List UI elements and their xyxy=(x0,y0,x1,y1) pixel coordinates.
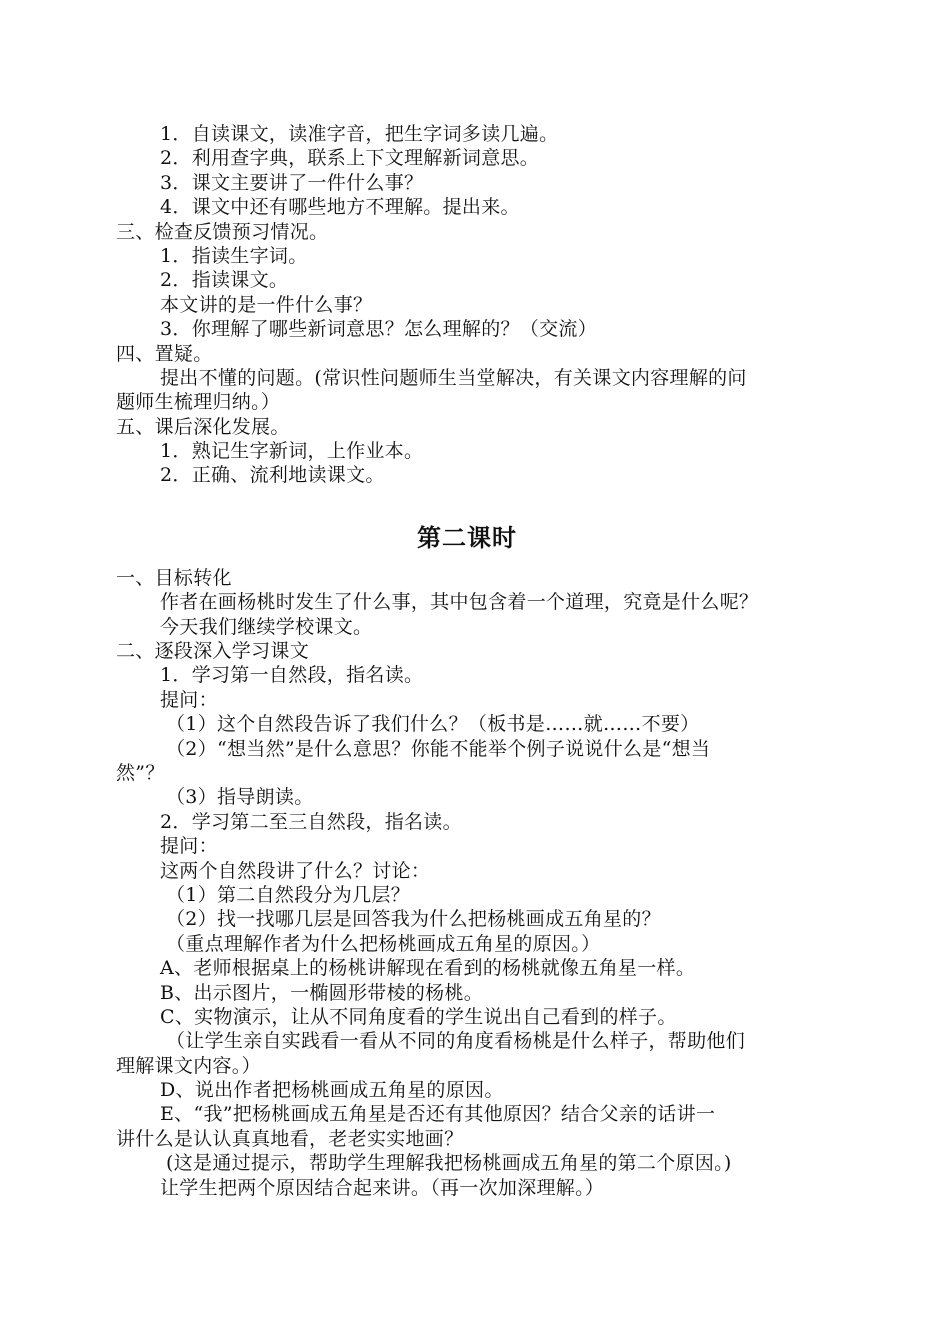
text-line: （3）指导朗读。 xyxy=(166,786,314,809)
section-heading-line: 一、目标转化 xyxy=(116,566,232,589)
section-heading-line: 二、逐段深入学习课文 xyxy=(116,640,310,663)
text-line: 然”？ xyxy=(116,761,165,784)
text-line: 3．你理解了哪些新词意思？怎么理解的？（交流） xyxy=(160,318,597,341)
text-line: （2）找一找哪几层是回答我为什么把杨桃画成五角星的？ xyxy=(166,908,661,931)
text-line: 1．学习第一自然段，指名读。 xyxy=(160,664,424,687)
text-line: 2．学习第二至三自然段，指名读。 xyxy=(160,810,462,833)
document-body xyxy=(116,122,826,1200)
text-line: 1．指读生字词。 xyxy=(160,244,308,267)
text-line: C、实物演示，让从不同角度看的学生说出自己看到的样子。 xyxy=(160,1005,677,1028)
section-heading-line: 五、课后深化发展。 xyxy=(116,415,290,438)
text-line: A、老师根据桌上的杨桃讲解现在看到的杨桃就像五角星一样。 xyxy=(160,957,696,980)
text-line: 2．正确、流利地读课文。 xyxy=(160,464,385,487)
text-line: B、出示图片，一椭圆形带棱的杨桃。 xyxy=(160,981,484,1004)
text-line: 2．利用查字典，联系上下文理解新词意思。 xyxy=(160,147,540,170)
text-line: (这是通过提示，帮助学生理解我把杨桃画成五角星的第二个原因。) xyxy=(166,1152,732,1175)
section-title: 第二课时 xyxy=(417,523,517,552)
text-line: （1）这个自然段告诉了我们什么？（板书是……就……不要） xyxy=(166,713,700,736)
text-line: 题师生梳理归纳。） xyxy=(116,391,281,414)
text-line: 讲什么是认认真真地看，老老实实地画？ xyxy=(116,1127,464,1150)
text-line: 1．自读课文，读准字音，把生字词多读几遍。 xyxy=(160,123,559,145)
text-line: 提出不懂的问题。(常识性问题师生当堂解决，有关课文内容理解的问 xyxy=(160,366,747,389)
text-line: 1．熟记生字新词，上作业本。 xyxy=(160,440,424,463)
text-line: 理解课文内容。） xyxy=(116,1054,261,1077)
text-line: 提问： xyxy=(160,835,218,858)
text-line: 3．课文主要讲了一件什么事？ xyxy=(160,171,424,194)
text-line: （1）第二自然段分为几层？ xyxy=(166,883,410,906)
text-line: E、“我”把杨桃画成五角星是否还有其他原因？结合父亲的话讲一 xyxy=(160,1103,716,1126)
text-line: 提问： xyxy=(160,688,218,711)
text-line: D、说出作者把杨桃画成五角星的原因。 xyxy=(160,1079,504,1102)
section-heading-line: 三、检查反馈预习情况。 xyxy=(116,220,329,243)
text-line: （2）“想当然”是什么意思？你能不能举个例子说说什么是“想当 xyxy=(166,737,711,760)
text-line: （重点理解作者为什么把杨桃画成五角星的原因。） xyxy=(166,932,601,955)
text-line: 今天我们继续学校课文。 xyxy=(160,615,373,638)
text-line: 4．课文中还有哪些地方不理解。提出来。 xyxy=(160,196,520,219)
text-line: 2．指读课文。 xyxy=(160,269,289,292)
text-line: 这两个自然段讲了什么？讨论： xyxy=(160,859,431,882)
text-line: 作者在画杨桃时发生了什么事，其中包含着一个道理，究竟是什么呢？ xyxy=(160,591,759,614)
text-line: （让学生亲自实践看一看从不同的角度看杨桃是什么样子，帮助他们 xyxy=(166,1030,746,1053)
text-line: 让学生把两个原因结合起来讲。（再一次加深理解。） xyxy=(160,1176,605,1199)
text-line: 本文讲的是一件什么事？ xyxy=(160,293,373,316)
section-heading-line: 四、置疑。 xyxy=(116,342,213,365)
